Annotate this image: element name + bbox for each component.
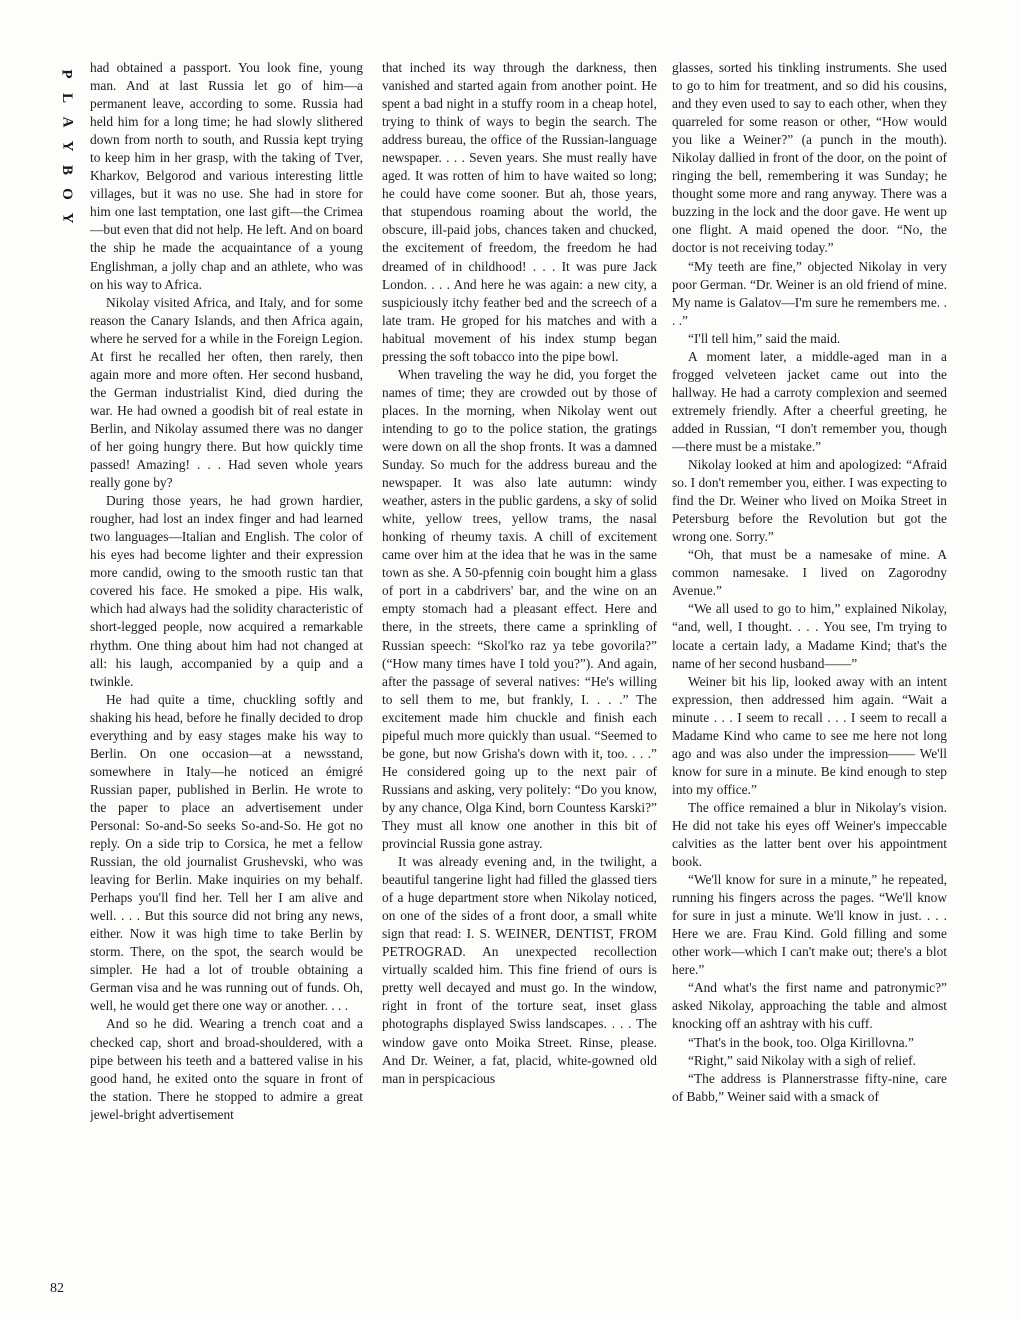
magazine-name-letter: Y — [59, 140, 75, 152]
magazine-name-letter: O — [58, 188, 75, 200]
paragraph: He had quite a time, chuckling softly and shaking his head, before he finally decided to drop everything and by easy stages make his way to Berlin. On one occasion—at a newsstand, somewhere in Italy—he noticed an émigré Russian paper, published in Berlin. He wrote to the paper to place an advertisement under Personal: So-and-So seeks So-and-So. He got no reply. On a side trip to Corsica, he met a fellow Russian, the old journalist Grushevski, who was leaving for Berlin. Make inquiries on my behalf. Perhaps you'll find her. Tell her I am alive and well. . . . But this source did not bring any news, either. Now it was high time to take Berlin by storm. There, on the spot, the search would be simpler. He had a lot of trouble obtaining a German visa and he was running out of funds. Oh, well, he would get there one way or another. . . . — [90, 691, 363, 1014]
paragraph: glasses, sorted his tinkling instruments. She used to go to him for treatment, and so did his cousins, and they even used to say to each other, when they quarreled for some reason or other, “How would you like a Weiner?” (a punch in the mouth). Nikolay dallied in front of the door, on the point of ringing the bell, remembering it was Sunday; he thought some more and rang anyway. There was a buzzing in the lock and the door gave. He went up one flight. A maid opened the door. “No, the doctor is not receiving today.” — [672, 60, 947, 256]
column-2 — [382, 59, 657, 1304]
column-1 — [90, 59, 363, 1304]
magazine-name-letter: B — [58, 164, 75, 176]
paragraph: A moment later, a middle-aged man in a frogged velveteen jacket came out into the hallway. He had a carroty complexion and seemed extremely friendly. After a cheerful greeting, he added in Russian, “I don't remember you, though—there must be a mistake.” — [672, 348, 947, 454]
paragraph: “Right,” said Nikolay with a sigh of relief. — [688, 1052, 916, 1068]
magazine-name-vertical — [56, 62, 78, 230]
paragraph: “The address is Plannerstrasse fifty-nine, care of Babb,” Weiner said with a smack of — [672, 1070, 947, 1104]
paragraph: During those years, he had grown hardier, rougher, had lost an index finger and had learned two languages—Italian and English. The color of his eyes had become lighter and their expression more candid, owing to the smooth rustic tan that covered his face. He smoked a pipe. His walk, which had always had the solidity characteristic of short-legged people, now acquired a remarkable rhythm. One thing about him had not changed at all: his laugh, accompanied by a quip and a twinkle. — [90, 493, 363, 689]
paragraph: When traveling the way he did, you forget the names of time; they are crowded out by those of places. In the morning, when Nikolay went out intending to go to the police station, the gratings were down on all the shop fronts. It was a damned Sunday. So much for the address bureau and the newspaper. It was also late autumn: windy weather, asters in the public gardens, a sky of solid white, yellow trees, yellow trams, the nasal honking of rheumy taxis. A chill of excitement came over him at the idea that he was in the same town as she. A 50-pfennig coin bought him a glass of port in a cabdrivers' bar, and the wine on an empty stomach had a pleasant effect. Here and there, in the streets, there came a sprinkling of Russian speech: “Skol'ko raz ya tebe govorila?” (“How many times have I told you?”). And again, after the passage of several natives: “He's willing to sell them to me, but frankly, I. . . .” The excitement made him chuckle and finish each pipeful much more quickly than usual. “Seemed to be gone, but now Grisha's down with it, too. . . .” He considered going up to the next pair of Russians and asking, very politely: “Do you know, by any chance, Olga Kind, born Countess Karski?” They must all know one another in this bit of provincial Russia gone astray. — [382, 366, 657, 852]
paragraph: The office remained a blur in Nikolay's vision. He did not take his eyes off Weiner's impeccable calvities as the latter bent over his appointment book. — [672, 799, 947, 870]
page-number: 82 — [50, 1281, 64, 1296]
paragraph: It was already evening and, in the twilight, a beautiful tangerine light had filled the glassed tiers of a huge department store when Nikolay noticed, on one of the sides of a front door, a small white sign that read: I. S. WEINER, DENTIST, FROM PETROGRAD. An unexpected recollection virtually scalded him. This fine friend of ours is pretty well decayed and must go. In the window, right in front of the torture seat, inset glass photographs displayed Swiss landscapes. . . . The window gave onto Moika Street. Rinse, please. And Dr. Weiner, a fat, placid, white-gowned old man in perspicacious — [382, 854, 657, 1086]
paragraph: “We'll know for sure in a minute,” he repeated, running his fingers across the pages. “We'll know for sure in just a minute. We'll know in just. . . . Here we are. Frau Kind. Gold filling and some other work—which I can't make out; there's a blot here.” — [672, 872, 947, 978]
paragraph: “Oh, that must be a namesake of mine. A common namesake. I lived on Zagorodny Avenue.” — [672, 547, 947, 599]
magazine-name-letter: L — [58, 92, 75, 104]
paragraph: Nikolay looked at him and apologized: “Afraid so. I don't remember you, either. I was expecting to find the Dr. Weiner who lived on Moika Street in Petersburg before the Revolution but got the wrong one. Sorry.” — [672, 457, 947, 545]
column-3 — [672, 59, 947, 1304]
paragraph: “We all used to go to him,” explained Nikolay, “and, well, I thought. . . . You see, I'm trying to locate a certain lady, a Madame Kind; that's the name of her second husband——” — [672, 601, 947, 671]
magazine-name-letter: A — [59, 116, 75, 128]
paragraph: And so he did. Wearing a trench coat and a checked cap, short and broad-shouldered, with a pipe between his teeth and a battered valise in his good hand, he exited onto the square in front of the station. There he stopped to admire a great jewel-bright advertisement — [90, 1016, 363, 1122]
paragraph: “That's in the book, too. Olga Kirillovna.” — [688, 1034, 914, 1050]
magazine-name-letter: P — [58, 69, 75, 79]
paragraph: “I'll tell him,” said the maid. — [688, 330, 841, 346]
paragraph: Weiner bit his lip, looked away with an intent expression, then addressed him again. “Wait a minute . . . I seem to recall . . . I seem to recall a Madame Kind who came to see me here not long ago and was also under the impression—— We'll know for sure in a minute. Be kind enough to step into my office.” — [672, 673, 947, 797]
paragraph: “And what's the first name and patronymic?” asked Nikolay, approaching the table and almost knocking off an ashtray with his cuff. — [672, 980, 947, 1032]
paragraph: Nikolay visited Africa, and Italy, and for some reason the Canary Islands, and then Africa again, where he served for a while in the Foreign Legion. At first he recalled her often, then rarely, then again more and more often. Her second husband, the German industrialist Kind, died during the war. He had owned a goodish bit of real estate in Berlin, and Nikolay assumed there was no danger of her going hungry there. But how quickly time passed! Amazing! . . . Had seven whole years really gone by? — [90, 294, 363, 491]
paragraph: “My teeth are fine,” objected Nikolay in very poor German. “Dr. Weiner is an old friend of mine. My name is Galatov—I'm sure he remembers me. . . .” — [672, 258, 947, 328]
paragraph: that inched its way through the darkness, then vanished and started again from another point. He spent a bad night in a stuffy room in a cheap hotel, trying to think of ways to begin the search. The address bureau, the office of the Russian-language newspaper. . . . Seven years. She must really have aged. It was rotten of him to have waited so long; he could have come sooner. But ah, those years, that stupendous roaming about the world, the obscure, ill-paid jobs, chances taken and chucked, the excitement of freedom, the freedom he had dreamed of in childhood! . . . It was pure Jack London. . . . And here he was again: a new city, a suspiciously itchy feather bed and the screech of a late tram. He groped for his matches and with a habitual movement of his index stump began pressing the soft tobacco into the pipe bowl. — [382, 60, 657, 364]
paragraph: had obtained a passport. You look fine, young man. And at last Russia let go of him—a permanent leave, according to some. Russia had held him for a long time; he had slowly slithered down from north to south, and Russia kept trying to keep him in her grasp, with the taking of Tver, Kharkov, Belgorod and various interesting little villages, but it was no use. She had in store for him one last temptation, one last gift—the Crimea—but even that did not help. He left. And on board the ship he made the acquaintance of a young Englishman, a jolly chap and an athlete, who was on his way to Africa. — [90, 60, 363, 292]
magazine-name-letter: Y — [59, 212, 75, 224]
